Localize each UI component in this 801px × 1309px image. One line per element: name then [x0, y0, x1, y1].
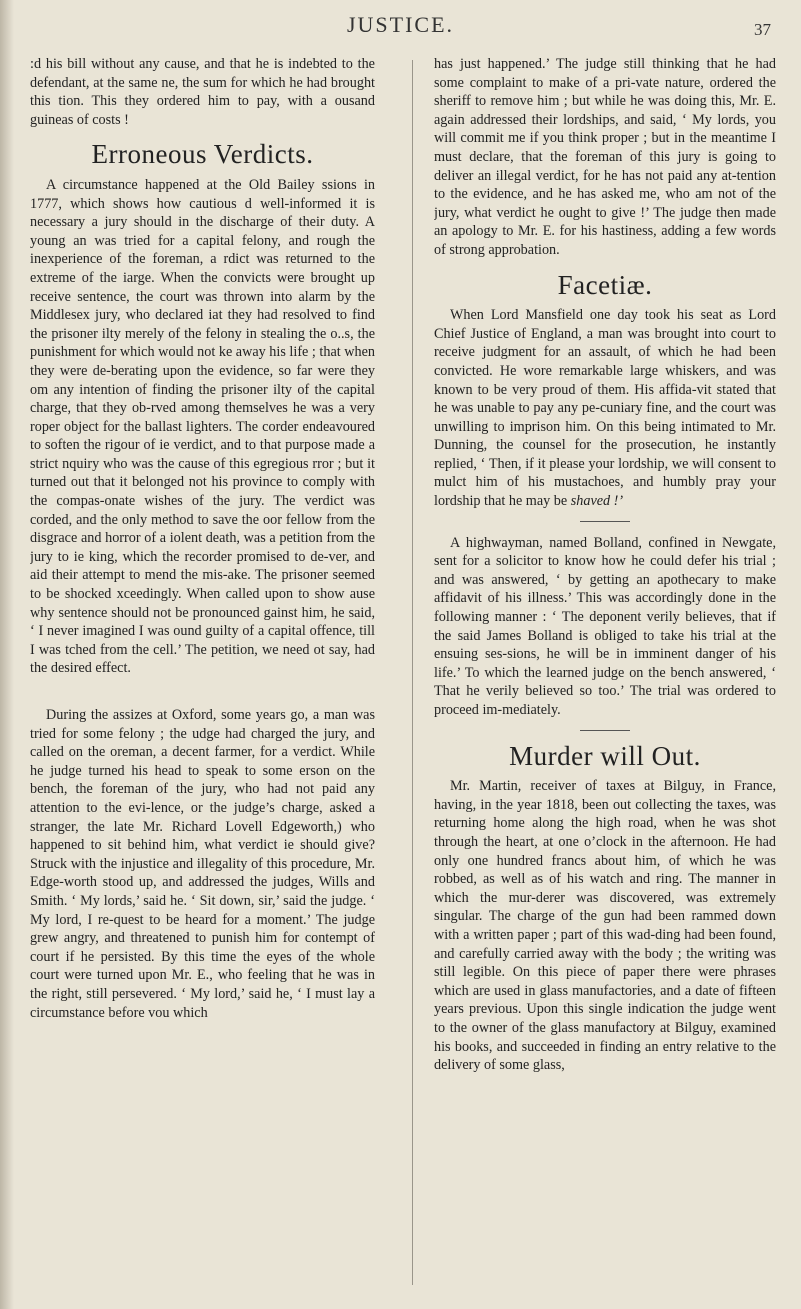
heading-murder-will-out: Murder will Out.	[509, 740, 701, 771]
facetiae-text: When Lord Mansfield one day took his seat as Lord Chief Justice of England, a man was brought into court to receive judgment for an assault, of which he had been convicted. He wore remarkable large whiskers, and was known to be very proud of them. His affida-vit stated that he was unable to pay any pe-cuniary fine, and the court was unwilling to imprison him. On this being intimated to Mr. Dunning, the counsel for the prosecution, he instantly replied, ‘ Then, if it please your lordship, we will consent to mulct him of his mustachoes, and humbly pray your lordship that he may be	[434, 307, 776, 510]
right-paragraph-2	[434, 306, 776, 511]
column-divider	[412, 60, 413, 1285]
running-title: JUSTICE.	[346, 12, 455, 37]
section-gap	[30, 684, 375, 706]
page-header	[0, 12, 801, 52]
right-paragraph-3: A highwayman, named Bolland, confined in Newgate, sent for a solicitor to know how he could defer his trial ; and was answered, ‘ by getting an apothecary to make affidavit of his illness.’ This was accordingly done in the following manner : ‘ The deponent verily believes, that if the said James Bolland is obliged to take his trial at the ensuing ses-sions, he will be in imminent danger of his life.’ To which the learned judge on the bench answered, ‘ That he verily believed so too.’ The trial was ordered to proceed im-mediately.	[434, 534, 776, 718]
right-column	[434, 55, 776, 1295]
right-paragraph-1: has just happened.’ The judge still thinking that he had some complaint to make of a pri-vate nature, ordered the sheriff to remove him ; but while he was doing this, Mr. E. again addressed their lordships, and said, ‘ My lords, you will commit me if you think proper ; but in the meantime I must declare, that the foreman of this jury is going to deliver an illegal verdict, for he has not paid any at-tention to the evidence, and he has asked me, who am not of the jury, what verdict he ought to give !’ The judge then made an apology to Mr. E. for his hastiness, adding a few words of strong approbation.	[434, 56, 776, 258]
separator-rule	[580, 521, 630, 522]
page-number: 37	[754, 20, 771, 39]
right-paragraph-4: Mr. Martin, receiver of taxes at Bilguy, in France, having, in the year 1818, been out collecting the taxes, was returning home along the high road, when he was shot through the heart, at one o’clock in the afternoon. He had only one hundred francs about him, of which he was robbed, as well as of his watch and ring. The manner in which the mur-derer was discovered, was extremely singular. The charge of the gun had been rammed down with a written paper ; part of this wad-ding had been found, and carefully carried away with the body ; the writing was still legible. On this piece of paper there were phrases which are used in glass manufactories, and a date of fifteen years previous. Upon this single indication the judge went to the owner of the glass manufactory at Bilguy, examined his books, and succeeded in finding an entry relative to the delivery of some glass,	[434, 778, 776, 1074]
separator-rule-2	[580, 730, 630, 731]
left-paragraph-2: A circumstance happened at the Old Bailey ssions in 1777, which shows how cautious d well-informed it is necessary a jury should in the discharge of their duty. A young an was tried for a capital felony, and rough the inexperience of the foreman, a rdict was returned to the extreme of the iarge. When the convicts were brought up receive sentence, the court was thrown into alarm by the Middlesex jury, who declared iat they had resolved to find the prisoner ilty merely of the felony in stealing the o..s, the punishment for which would not ke away his life ; that when they were de-berating upon the evidence, so far were they om any intention of finding the prisoner ilty of the capital charge, that they ob-rved among themselves he was a very roper object for the ballast lighters. The corder endeavoured to soften the rigour of ie verdict, and to that purpose made a strict nquiry who was the cause of this egregious rror ; but it turned out that it belonged not his province to comply with the compas-onate wishes of the jury. The verdict was corded, and the only method to save the oor fellow from the disgrace and horror of a iolent death, was a petition from the jury to ie king, which the recorder promised to de-ver, and aid their attempt to mend the mis-ake. The prisoner seemed to be shocked xceedingly. When called upon to show ause why sentence should not be pronounced gainst him, he said, ‘ I never imagined I was ound guilty of a capital offence, till I was tched from the cell.’ The petition, we need ot say, had the desired effect.	[30, 176, 375, 677]
left-column	[30, 55, 375, 1295]
shaved-emphasis: shaved !’	[570, 493, 624, 510]
heading-facetiae: Facetiæ.	[557, 269, 653, 300]
heading-erroneous-verdicts: Erroneous Verdicts.	[91, 139, 314, 170]
left-paragraph-1: :d his bill without any cause, and that he is indebted to the defendant, at the same ne, the sum for which he had brought this tion. This they ordered him to pay, with a ousand guineas of costs !	[30, 56, 375, 128]
left-paragraph-3: During the assizes at Oxford, some years go, a man was tried for some felony ; the udge had charged the jury, and called on the oreman, a decent farmer, for a verdict. While he judge turned his head to speak to some erson on the bench, the foreman of the jury, who had not paid any attention to the evi-lence, or the judge’s charge, asked a stranger, the late Mr. Richard Lovell Edgeworth,) who happened to sit behind him, what verdict ie should give? Struck with the injustice and illegality of this procedure, Mr. Edge-worth stood up, and addressed the judges, Wills and Smith. ‘ My lords,’ said he. ‘ Sit down, sir,’ said the judge. ‘ My lord, I re-quest to be heard for a moment.’ The judge grew angry, and threatened to punish him for contempt of court if he persisted. By this time the eyes of the whole court were turned upon Mr. E., who feeling that he was in the right, still persevered. ‘ My lord,’ said he, ‘ I must lay a circumstance before vou which	[30, 707, 375, 1021]
binding-shadow	[0, 0, 14, 1309]
